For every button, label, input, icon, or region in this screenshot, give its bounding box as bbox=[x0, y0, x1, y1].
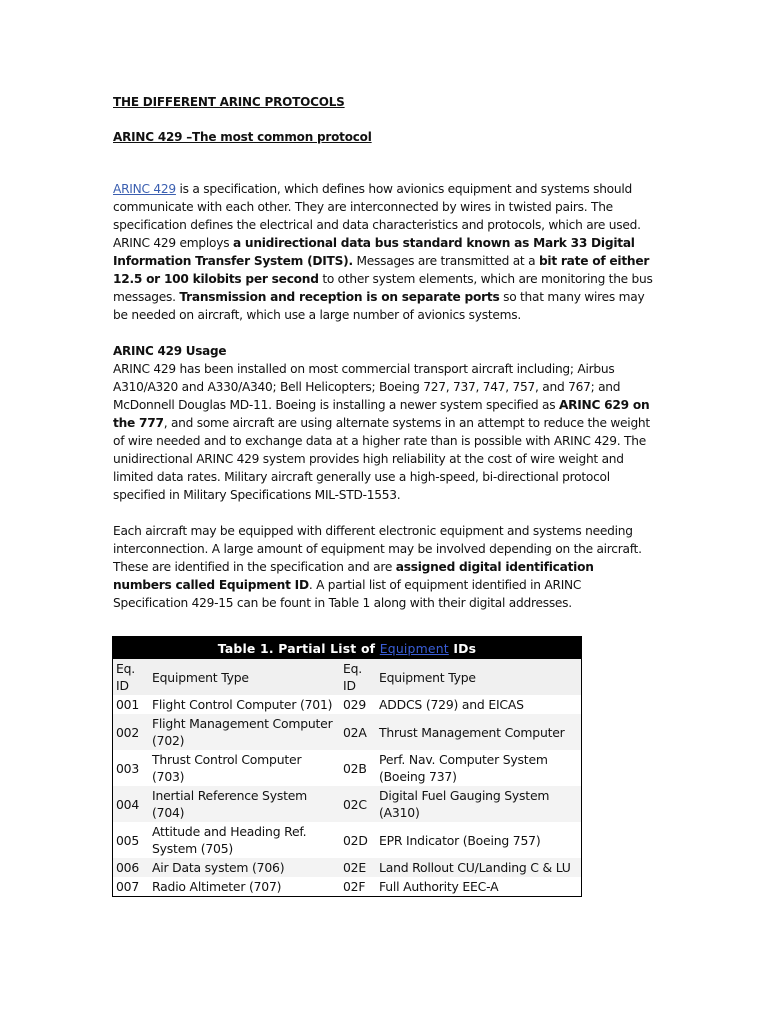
table-row bbox=[113, 786, 582, 822]
table-caption-suffix: IDs bbox=[448, 640, 477, 656]
intro-text-3: to other system elements, which are monitoring the bus messages. bbox=[113, 272, 653, 304]
equipment-type-cell: Flight Control Computer (701) bbox=[149, 695, 340, 714]
equipment-type-cell: Radio Altimeter (707) bbox=[149, 877, 340, 897]
equipment-type-cell: Thrust Management Computer bbox=[376, 714, 582, 750]
eq-id-cell: 001 bbox=[113, 695, 150, 714]
table-caption-prefix: Table 1. Partial List of bbox=[217, 640, 380, 656]
usage-paragraph bbox=[113, 360, 653, 504]
intro-text-1: is a specification, which defines how avionics equipment and systems should communicate with each other. They are interconnected by wires in twisted pairs. The specification defines the electrical and data characteristics and protocols, which are used. ARINC 429 employs bbox=[113, 182, 641, 250]
eq-id-cell: 02F bbox=[340, 877, 376, 897]
table-row bbox=[113, 877, 582, 897]
eq-id-cell: 029 bbox=[340, 695, 376, 714]
table-row bbox=[113, 858, 582, 877]
table-row bbox=[113, 750, 582, 786]
equipment-type-cell: ADDCS (729) and EICAS bbox=[376, 695, 582, 714]
intro-bold-2: bit rate of either 12.5 or 100 kilobits per second bbox=[113, 254, 650, 286]
table-caption bbox=[113, 637, 582, 660]
eq-id-cell: 002 bbox=[113, 714, 150, 750]
intro-text-4: so that many wires may be needed on aircraft, which use a large number of avionics systems. bbox=[113, 290, 645, 322]
eq-id-cell: 004 bbox=[113, 786, 150, 822]
equipment-type-cell: Full Authority EEC-A bbox=[376, 877, 582, 897]
equipment-bold-1: assigned digital identification numbers called Equipment ID bbox=[113, 560, 594, 592]
usage-text-1: ARINC 429 has been installed on most commercial transport aircraft including; Airbus A310/A320 and A330/A340; Bell Helicopters; Boeing 727, 737, 747, 757, and 767; and McDonnell Douglas MD-11. Boeing is installing a newer system specified as bbox=[113, 362, 621, 412]
arinc-429-link[interactable]: ARINC 429 bbox=[113, 182, 176, 196]
equipment-text-1: Each aircraft may be equipped with different electronic equipment and systems needing interconnection. A large amount of equipment may be involved depending on the aircraft. These are identified in the specification and are bbox=[113, 524, 642, 574]
intro-bold-3: Transmission and reception is on separate ports bbox=[179, 290, 500, 304]
column-header: Equipment Type bbox=[149, 659, 340, 695]
intro-text-2: Messages are transmitted at a bbox=[352, 254, 539, 268]
equipment-paragraph bbox=[113, 522, 653, 612]
equipment-type-cell: Perf. Nav. Computer System (Boeing 737) bbox=[376, 750, 582, 786]
eq-id-cell: 02E bbox=[340, 858, 376, 877]
document-title: THE DIFFERENT ARINC PROTOCOLS bbox=[113, 95, 345, 109]
equipment-type-cell: Digital Fuel Gauging System (A310) bbox=[376, 786, 582, 822]
eq-id-cell: 02D bbox=[340, 822, 376, 858]
equipment-type-cell: Air Data system (706) bbox=[149, 858, 340, 877]
eq-id-cell: 005 bbox=[113, 822, 150, 858]
document-subtitle: ARINC 429 –The most common protocol bbox=[113, 130, 372, 144]
equipment-id-table bbox=[112, 636, 582, 897]
intro-paragraph bbox=[113, 180, 653, 324]
usage-bold-1: ARINC 629 on the 777 bbox=[113, 398, 650, 430]
table-header-row bbox=[113, 659, 582, 695]
eq-id-cell: 02A bbox=[340, 714, 376, 750]
equipment-type-cell: Land Rollout CU/Landing C & LU bbox=[376, 858, 582, 877]
eq-id-cell: 006 bbox=[113, 858, 150, 877]
column-header: Eq. ID bbox=[340, 659, 376, 695]
equipment-type-cell: EPR Indicator (Boeing 757) bbox=[376, 822, 582, 858]
equipment-type-cell: Inertial Reference System (704) bbox=[149, 786, 340, 822]
table-row bbox=[113, 822, 582, 858]
equipment-type-cell: Attitude and Heading Ref. System (705) bbox=[149, 822, 340, 858]
eq-id-cell: 007 bbox=[113, 877, 150, 897]
eq-id-cell: 02B bbox=[340, 750, 376, 786]
equipment-text-2: . A partial list of equipment identified in ARINC Specification 429-15 can be fount in Table 1 along with their digital addresses. bbox=[113, 578, 582, 610]
column-header: Equipment Type bbox=[376, 659, 582, 695]
table-row bbox=[113, 695, 582, 714]
column-header: Eq. ID bbox=[113, 659, 150, 695]
table-caption-link[interactable]: Equipment bbox=[379, 640, 449, 656]
intro-bold-1: a unidirectional data bus standard known as Mark 33 Digital Information Transfer System (DITS). bbox=[113, 236, 635, 268]
equipment-type-cell: Thrust Control Computer (703) bbox=[149, 750, 340, 786]
document-body bbox=[113, 93, 653, 612]
eq-id-cell: 02C bbox=[340, 786, 376, 822]
eq-id-cell: 003 bbox=[113, 750, 150, 786]
equipment-type-cell: Flight Management Computer (702) bbox=[149, 714, 340, 750]
usage-heading: ARINC 429 Usage bbox=[113, 344, 227, 358]
table-row bbox=[113, 714, 582, 750]
usage-text-2: , and some aircraft are using alternate systems in an attempt to reduce the weight of wire needed and to exchange data at a higher rate than is possible with ARINC 429. The unidirectional ARINC 429 system provides high reliability at the cost of wire weight and limited data rates. Military aircraft generally use a high-speed, bi-directional protocol specified in Military Specifications MIL-STD-1553. bbox=[113, 416, 650, 502]
